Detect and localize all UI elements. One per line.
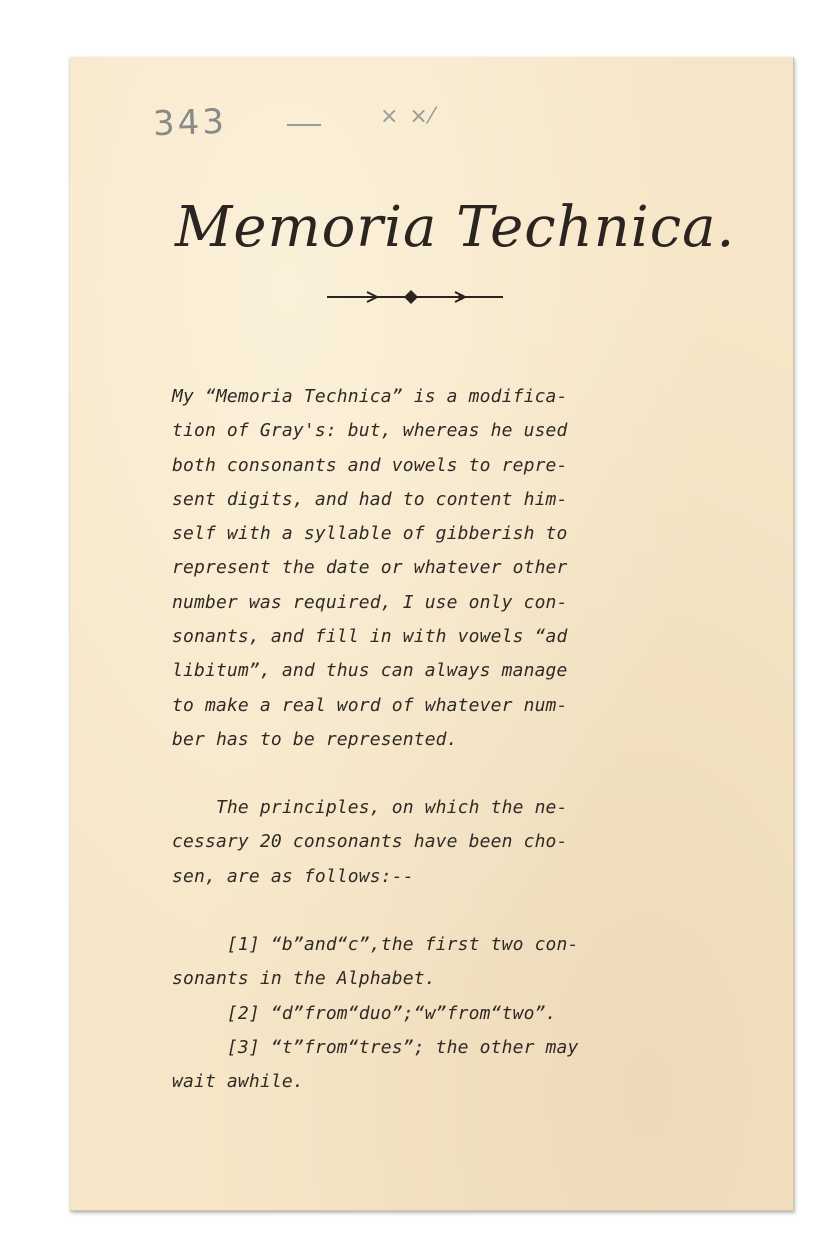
pencil-dash [287, 124, 321, 126]
text-line: [2] “d”from“duo”;“w”from“two”. [172, 1002, 557, 1024]
text-line: to make a real word of whatever num- [172, 694, 568, 716]
text-line: The principles, on which the ne- [172, 797, 568, 818]
paragraph-list [172, 928, 672, 1099]
text-line: [3] “t”from“tres”; the other may [172, 1036, 579, 1058]
document-title: Memoria Technica. [175, 195, 736, 260]
paragraph-intro [172, 380, 672, 757]
paragraph-principles [172, 791, 672, 894]
text-line: represent the date or whatever other [172, 557, 568, 579]
pencil-page-number: 343 [152, 101, 228, 145]
text-line: sonants, and fill in with vowels “ad [172, 626, 568, 648]
text-line: number was required, I use only con- [172, 591, 568, 613]
text-line: self with a syllable of gibberish to [172, 523, 568, 545]
text-line: libitum”, and thus can always manage [172, 660, 568, 682]
ornament-divider-icon [327, 286, 507, 310]
text-line: My “Memoria Technica” is a modifica- [172, 386, 568, 407]
text-line: ber has to be represented. [172, 728, 458, 750]
text-line: [1] “b”and“c”,the first two con- [172, 934, 579, 955]
pencil-marks: × ×⁄ [380, 104, 436, 129]
text-line: sen, are as follows:-- [172, 865, 414, 887]
text-line: cessary 20 consonants have been cho- [172, 831, 568, 853]
text-line: wait awhile. [172, 1071, 304, 1093]
text-line: sonants in the Alphabet. [172, 968, 436, 990]
text-line: tion of Gray's: but, whereas he used [172, 420, 568, 442]
text-line: sent digits, and had to content him- [172, 488, 568, 510]
text-line: both consonants and vowels to repre- [172, 454, 568, 476]
